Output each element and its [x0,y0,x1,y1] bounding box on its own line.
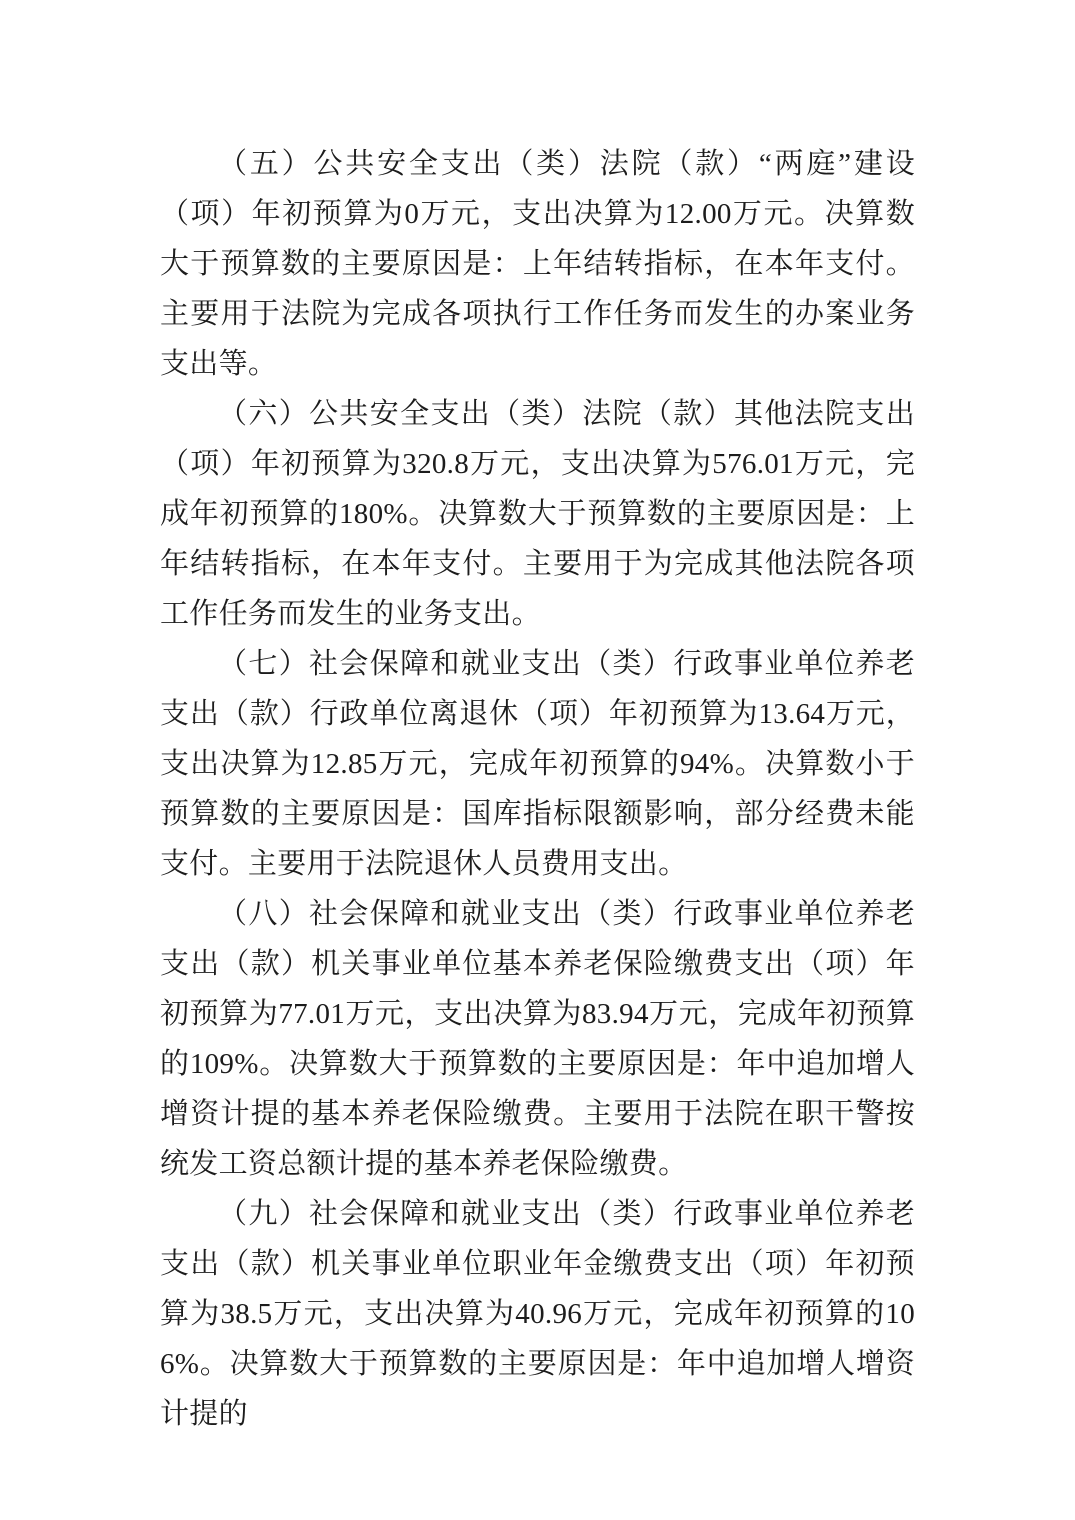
paragraph-item-9-social-security-annuity: （九）社会保障和就业支出（类）行政事业单位养老支出（款）机关事业单位职业年金缴费支出（项）年初预算为38.5万元，支出决算为40.96万元，完成年初预算的106%。决算数大于预算数的主要原因是：年中追加增人增资计提的 [160,1198,915,1430]
paragraph-item-6-public-safety-other-court: （六）公共安全支出（类）法院（款）其他法院支出（项）年初预算为320.8万元，支出决算为576.01万元，完成年初预算的180%。决算数大于预算数的主要原因是：上年结转指标，在本年支付。主要用于为完成其他法院各项工作任务而发生的业务支出。 [160,398,915,630]
paragraph-item-8-social-security-basic-pension: （八）社会保障和就业支出（类）行政事业单位养老支出（款）机关事业单位基本养老保险缴费支出（项）年初预算为77.01万元，支出决算为83.94万元，完成年初预算的109%。决算数大于预算数的主要原因是：年中追加增人增资计提的基本养老保险缴费。主要用于法院在职干警按统发工资总额计提的基本养老保险缴费。 [160,898,915,1180]
paragraph-item-5-public-safety-liangting: （五）公共安全支出（类）法院（款）“两庭”建设（项）年初预算为0万元，支出决算为12.00万元。决算数大于预算数的主要原因是：上年结转指标，在本年支付。主要用于法院为完成各项执行工作任务而发生的办案业务支出等。 [160,148,915,380]
paragraph-item-7-social-security-retirement: （七）社会保障和就业支出（类）行政事业单位养老支出（款）行政单位离退休（项）年初预算为13.64万元，支出决算为12.85万元，完成年初预算的94%。决算数小于预算数的主要原因是：国库指标限额影响，部分经费未能支付。主要用于法院退休人员费用支出。 [160,648,915,880]
document-body-text [160,139,915,1439]
